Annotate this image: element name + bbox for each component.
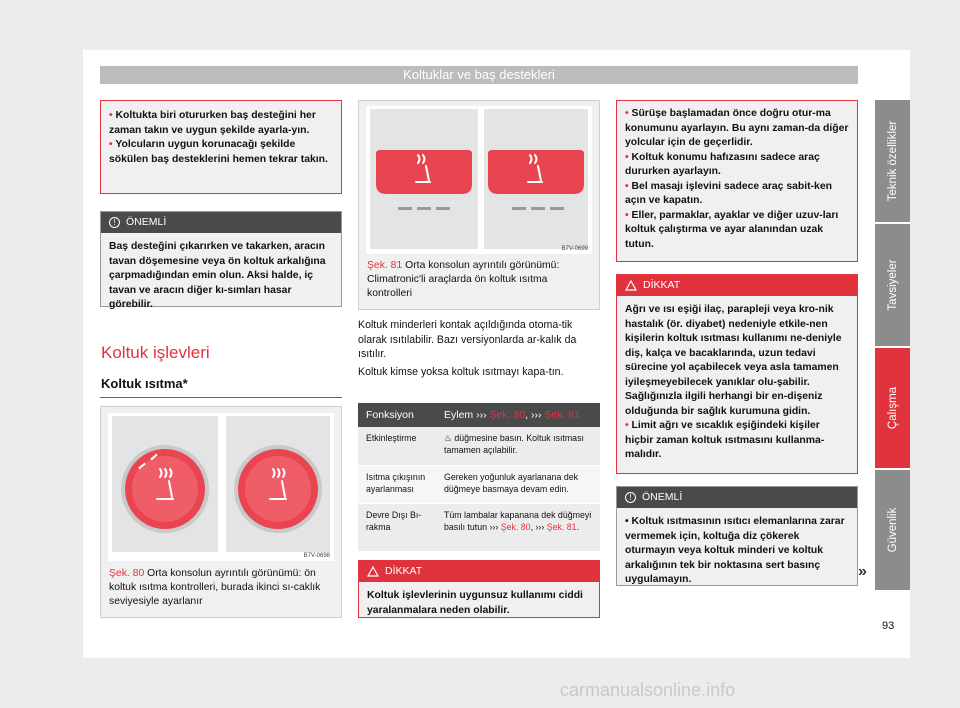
table-header: Fonksiyon xyxy=(358,403,436,427)
info-icon: ! xyxy=(109,217,120,228)
page-number: 93 xyxy=(882,620,895,632)
warning-item: • Bel masajı işlevini sadece araç sabit-ken açın ve kapatın. xyxy=(625,180,832,206)
figure-81 xyxy=(358,100,600,310)
onemli-notice-1 xyxy=(100,211,342,310)
function-table xyxy=(358,403,600,552)
notice-title: DİKKAT xyxy=(385,565,423,577)
warning-item: • Eller, parmaklar, ayaklar ve diğer uzuv-ları koltuk çalıştırma ve ayar alanından uzak tutun. xyxy=(625,209,839,250)
body-paragraph: Koltuk minderleri kontak açıldığında otoma-tik olarak ısıtılabilir. Bazı versiyonlarda ar-kalık da ısıtılır. xyxy=(358,319,577,360)
tab-tavsiyeler[interactable]: Tavsiyeler xyxy=(875,224,910,346)
warning-item: • Koltukta biri otururken baş desteğini her zaman takın ve uygun şekilde ayarla-yın. xyxy=(109,110,316,136)
figure-80 xyxy=(100,406,342,618)
notice-title: DİKKAT xyxy=(643,279,681,291)
table-row: Isıtma çıkışının ayarlanması Gereken yoğunluk ayarlanana dek düğmeye basmaya devam edin. xyxy=(358,465,600,503)
figure-ref: Şek. 80 xyxy=(109,568,145,579)
dikkat-notice-middle xyxy=(358,560,600,618)
warning-item: • Limit ağrı ve sıcaklık eşiğindeki kişiler hiçbir zaman koltuk ısıtmasını kullanma-malıdır. xyxy=(625,420,825,460)
warning-icon xyxy=(367,566,379,577)
tab-calisma[interactable]: Çalışma xyxy=(875,348,910,468)
table-header: Eylem ››› Şek. 80, ››› Şek. 81 xyxy=(436,403,600,427)
figure-code: B7V-0698 xyxy=(303,553,330,559)
figure-81-caption: Şek. 81 Orta konsolun ayrıntılı görünümü: Climatronic'li araçlarda ön koltuk ısıtma kontrolleri xyxy=(367,260,560,299)
figure-code: B7V-0699 xyxy=(561,246,588,252)
body-paragraph: Koltuk kimse yoksa koltuk ısıtmayı kapa-tın. xyxy=(358,366,564,378)
warning-continuation-box xyxy=(100,100,342,194)
table-row: Devre Dışı Bı-rakma Tüm lambalar kapanana dek düğmeyi basılı tutun ››› Şek. 80, ››› Şek. 81. xyxy=(358,503,600,551)
warning-item: • Koltuk konumu hafızasını sadece araç dururken ayarlayın. xyxy=(625,151,820,177)
page-header: Koltuklar ve baş destekleri xyxy=(100,66,858,84)
notice-text: Baş desteğini çıkarırken ve takarken, aracın tavan döşemesine veya ön koltuk arkalığına çarpmadığından emin olun. Aksi halde, iç tavan ve aracın diğer kı-sımları hasar görebilir. xyxy=(109,241,326,310)
warning-item: • Sürüşe başlamadan önce doğru otur-ma konumunu ayarlayın. Bu aynı zaman-da diğer yolcular için de geçerlidir. xyxy=(625,108,849,148)
notice-title: ÖNEMLİ xyxy=(642,491,683,503)
figure-80-image xyxy=(108,413,334,561)
climatronic-buttons-illustration xyxy=(366,106,592,254)
notice-item: • Koltuk ısıtmasının ısıtıcı elemanlarına zarar vermemek için, koltuğa diz çökerek oturmayın veya koltuk minderi ve koltuk arkalığının tek bir noktasına sert basınç uygulamayın. xyxy=(625,516,845,585)
figure-81-image xyxy=(366,106,592,254)
info-icon: ! xyxy=(625,492,636,503)
figure-80-caption: Şek. 80 Orta konsolun ayrıntılı görünümü: ön koltuk ısıtma kontrolleri, burada ikinci sı-caklık seviyesiyle ayarlanır xyxy=(109,568,321,607)
subsection-title: Koltuk ısıtma* xyxy=(101,376,188,391)
notice-text: Ağrı ve ısı eşiği ilaç, parapleji veya kro-nik hastalık (ör. diyabet) nedeniyle etkile-nen kişilerin koltuk ısıtması kullanımı ne-deniyle diş, kalça ve bacaklarında, uzun tedavi sürecine yol açabilecek veya asla tamamen iyileşmeyebilecek yanıklar olu-şabilir. Sağlığınızla ilgili herhangi bir en-dişeniz olduğunda bir sağlık kurumuna gidin. xyxy=(625,304,842,417)
section-title: Koltuk işlevleri xyxy=(101,343,210,362)
seat-heat-icon: ♨ xyxy=(444,433,452,443)
warning-icon xyxy=(625,280,637,291)
notice-title: ÖNEMLİ xyxy=(126,216,167,228)
warning-continuation-box-right xyxy=(616,100,858,262)
onemli-notice-right xyxy=(616,486,858,586)
dikkat-notice-right xyxy=(616,274,858,474)
warning-item: • Yolcuların uygun korunacağı şekilde sökülen baş desteklerini hemen tekrar takın. xyxy=(109,139,328,165)
table-row: Etkinleştirme ♨ düğmesine basın. Koltuk ısıtması tamamen açılabilir. xyxy=(358,427,600,465)
subsection-rule xyxy=(100,397,342,398)
figure-ref: Şek. 81 xyxy=(367,260,403,271)
continued-icon: » xyxy=(858,563,867,580)
watermark: carmanualsonline.info xyxy=(560,680,736,700)
tab-teknik-ozellikler[interactable]: Teknik özellikler xyxy=(875,100,910,222)
tab-guvenlik[interactable]: Güvenlik xyxy=(875,470,910,590)
heater-knobs-illustration xyxy=(108,413,334,561)
notice-text: Koltuk işlevlerinin uygunsuz kullanımı ciddi yaralanmalara neden olabilir. xyxy=(367,590,583,616)
